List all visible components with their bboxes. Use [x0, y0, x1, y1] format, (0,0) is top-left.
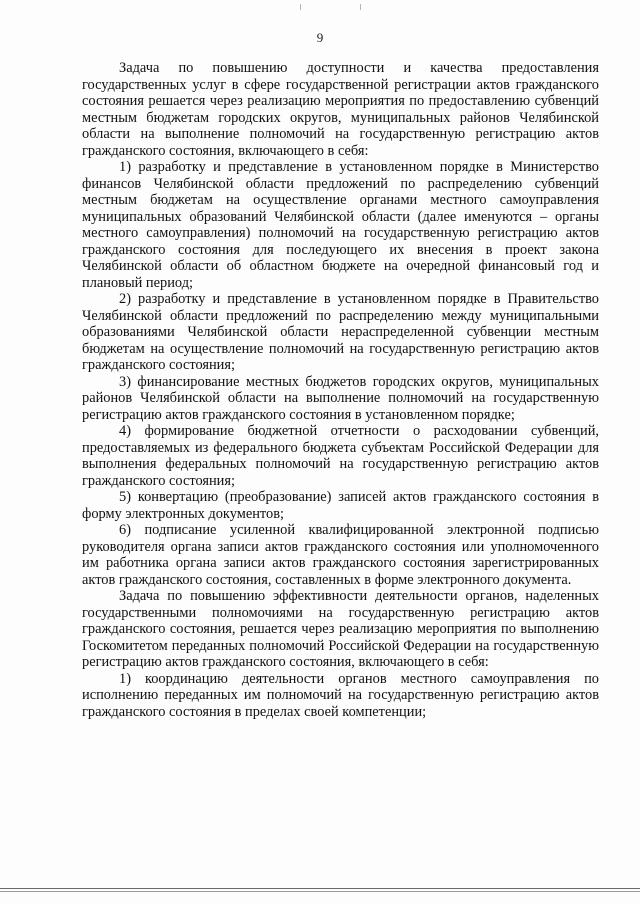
paragraph: 5) конвертацию (преобразование) записей актов гражданского состояния в форму электронных документов;	[82, 489, 599, 522]
paragraph: Задача по повышению доступности и качества предоставления государственных услуг в сфере государственной регистрации актов гражданского состояния решается через реализацию мероприятия по предоставлению субвенций местным бюджетам городских округов, муниципальных районов Челябинской области на выполнение полномочий на государственную регистрацию актов гражданского состояния, включающего в себя:	[82, 60, 599, 159]
paragraph: 2) разработку и представление в установленном порядке в Правительство Челябинской области предложений по распределению между муниципальными образованиями Челябинской области нераспределенной субвенции местным бюджетам на осуществление полномочий на государственную регистрацию актов гражданского состояния;	[82, 291, 599, 373]
paragraph: 3) финансирование местных бюджетов городских округов, муниципальных районов Челябинской области на выполнение полномочий на государственную регистрацию актов гражданского состояния в установленном порядке;	[82, 373, 599, 423]
paragraph: 4) формирование бюджетной отчетности о расходовании субвенций, предоставляемых из федерального бюджета субъектам Российской Федерации для выполнения федеральных полномочий на государственную регистрацию актов гражданского состояния;	[82, 423, 599, 489]
scan-edge-line	[0, 888, 640, 889]
paragraph: Задача по повышению эффективности деятельности органов, наделенных государственными полномочиями на государственную регистрацию актов гражданского состояния, решается через реализацию мероприятия по выполнению Госкомитетом переданных полномочий Российской Федерации на государственную регистрацию актов гражданского состояния, включающего в себя:	[82, 588, 599, 670]
document-body	[82, 60, 599, 720]
page-number: 9	[316, 30, 324, 45]
scan-artifact	[300, 4, 301, 10]
paragraph: 1) разработку и представление в установленном порядке в Министерство финансов Челябинской области предложений по распределению субвенций местным бюджетам на осуществление органами местного самоуправления муниципальных образований Челябинской области (далее именуются – органы местного самоуправления) полномочий на государственную регистрацию актов гражданского состояния для последующего их внесения в проект закона Челябинской области об областном бюджете на очередной финансовый год и плановый период;	[82, 159, 599, 291]
scan-artifact	[360, 4, 361, 10]
paragraph: 6) подписание усиленной квалифицированной электронной подписью руководителя органа записи актов гражданского состояния или уполномоченного им работника органа записи актов гражданского состояния зарегистрированных актов гражданского состояния, составленных в форме электронного документа.	[82, 522, 599, 588]
scan-edge-line	[0, 891, 640, 892]
paragraph: 1) координацию деятельности органов местного самоуправления по исполнению переданных им полномочий на государственную регистрацию актов гражданского состояния в пределах своей компетенции;	[82, 670, 599, 720]
